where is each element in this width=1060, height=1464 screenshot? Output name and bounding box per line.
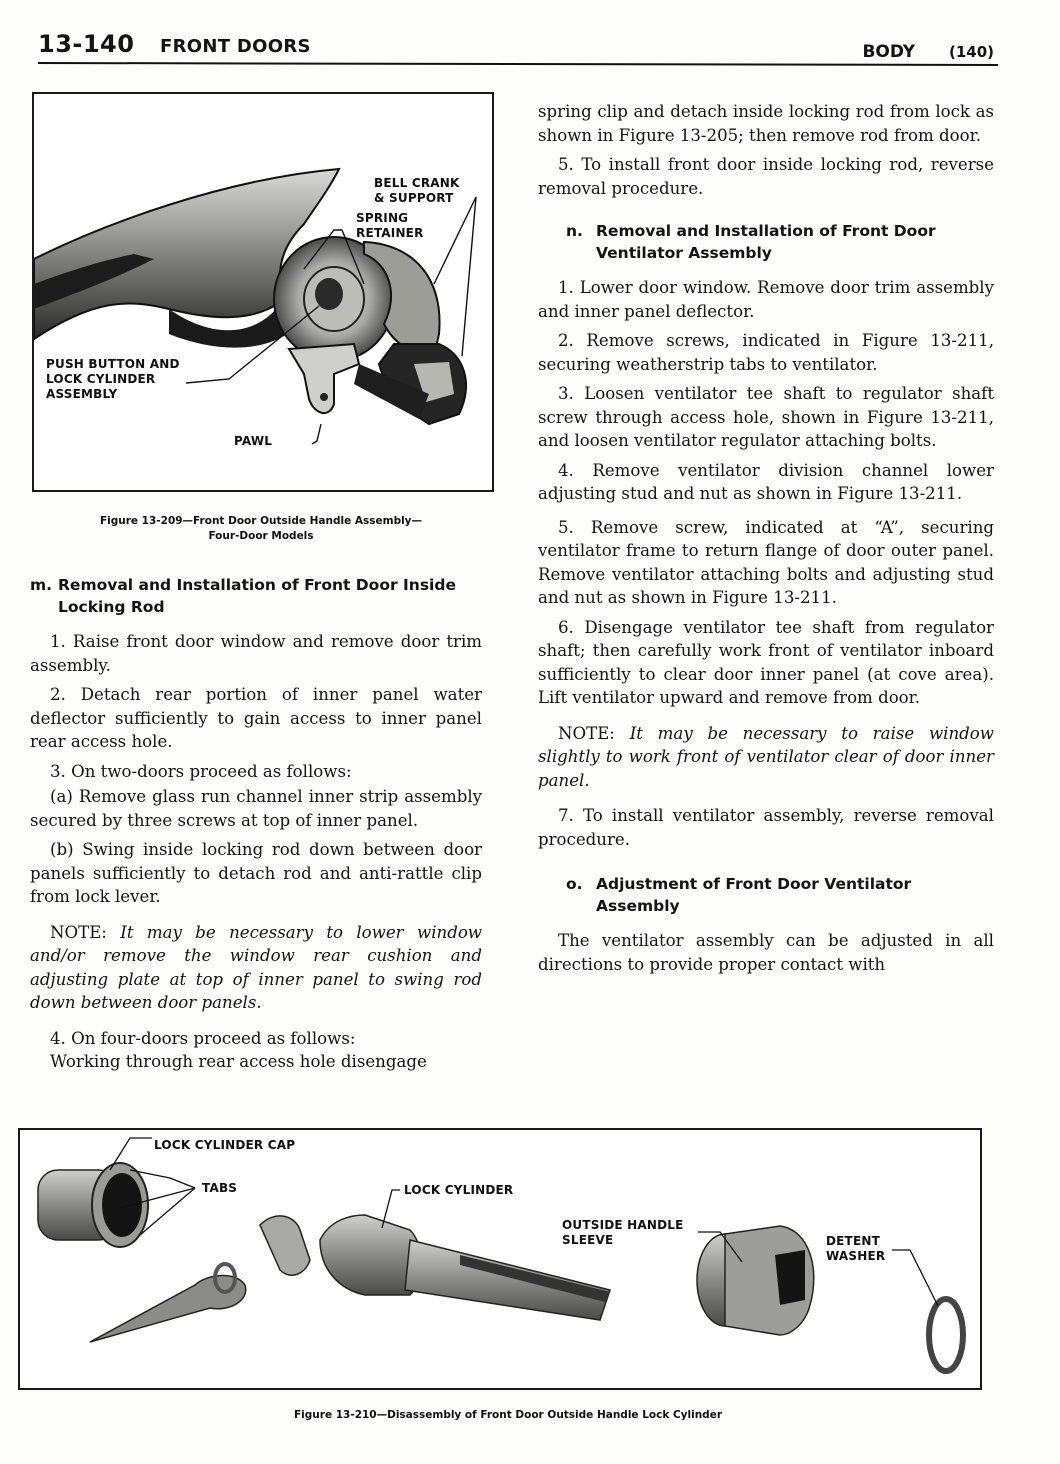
callout-tabs bbox=[202, 1181, 237, 1196]
page-header-left bbox=[38, 30, 311, 58]
callout-text: DETENT bbox=[826, 1234, 880, 1248]
callout-spring-retainer bbox=[356, 211, 424, 241]
callout-push-button bbox=[46, 357, 180, 402]
callout-outside-handle-sleeve bbox=[562, 1218, 684, 1248]
callout-text: & SUPPORT bbox=[374, 191, 454, 205]
callout-bell-crank bbox=[374, 176, 460, 206]
callout-pawl bbox=[234, 434, 272, 449]
callout-text: WASHER bbox=[826, 1249, 886, 1263]
step-paragraph: 5. Remove screw, indicated at “A”, securing ventilator frame to return flange of door outer panel. Remove ventilator attaching bolts and adjusting stud and nut as shown in Figure 13-211. bbox=[538, 517, 994, 607]
callout-text: TABS bbox=[202, 1181, 238, 1195]
step-paragraph: 4. Remove ventilator division channel lower adjusting stud and nut as shown in Figure 13-211. bbox=[538, 460, 994, 503]
section-letter: m. bbox=[30, 576, 53, 594]
callout-lock-cylinder-cap bbox=[154, 1138, 295, 1153]
note-label: NOTE: bbox=[50, 922, 107, 942]
callout-text: LOCK CYLINDER bbox=[404, 1183, 514, 1197]
note-paragraph bbox=[30, 921, 482, 1015]
step-paragraph: (b) Swing inside locking rod down between door panels sufficiently to detach rod and anti-rattle clip from lock lever. bbox=[30, 840, 482, 906]
step-paragraph: (a) Remove glass run channel inner strip assembly secured by three screws at top of inner panel. bbox=[30, 787, 482, 830]
right-column bbox=[538, 100, 994, 982]
left-column bbox=[30, 562, 482, 1080]
section-title: FRONT DOORS bbox=[160, 36, 311, 57]
outside-handle-illustration bbox=[34, 94, 492, 490]
callout-text: PUSH BUTTON AND bbox=[46, 357, 180, 371]
step-paragraph: 3. Loosen ventilator tee shaft to regulator shaft screw through access hole, shown in Figure 13-211, and loosen ventilator regulator attaching bolts. bbox=[538, 384, 994, 450]
figure-13-209 bbox=[32, 92, 494, 492]
callout-text: OUTSIDE HANDLE bbox=[562, 1218, 684, 1232]
section-o-heading bbox=[538, 873, 994, 917]
caption-line: Four-Door Models bbox=[208, 530, 314, 542]
caption-line: Figure 13-209—Front Door Outside Handle Assembly— bbox=[99, 515, 423, 527]
page-number: 13-140 bbox=[38, 30, 135, 58]
header-rule bbox=[38, 62, 998, 66]
callout-text: PAWL bbox=[234, 434, 273, 448]
callout-text: LOCK CYLINDER bbox=[46, 372, 156, 386]
section-m-heading bbox=[30, 574, 482, 618]
figure-13-210-caption bbox=[18, 1408, 998, 1423]
note-paragraph bbox=[538, 722, 994, 793]
step-paragraph: 7. To install ventilator assembly, reverse removal procedure. bbox=[538, 806, 994, 849]
step-paragraph: 2. Remove screws, indicated in Figure 13-211, securing weatherstrip tabs to ventilator. bbox=[538, 331, 994, 374]
callout-text: LOCK CYLINDER CAP bbox=[154, 1138, 296, 1152]
figure-13-210 bbox=[18, 1128, 982, 1390]
callout-lock-cylinder bbox=[404, 1183, 513, 1198]
section-letter: n. bbox=[566, 222, 583, 240]
section-title-text: Removal and Installation of Front Door Inside Locking Rod bbox=[58, 576, 456, 616]
step-paragraph: 5. To install front door inside locking rod, reverse removal procedure. bbox=[538, 155, 994, 198]
note-text: It may be necessary to raise window slightly to work front of ventilator clear of door inner panel. bbox=[538, 723, 994, 790]
caption-line: Figure 13-210—Disassembly of Front Door Outside Handle Lock Cylinder bbox=[294, 1409, 722, 1421]
section-letter: o. bbox=[566, 875, 583, 893]
figure-13-209-caption bbox=[32, 514, 490, 544]
step-paragraph: Working through rear access hole disengage bbox=[50, 1052, 427, 1071]
step-paragraph: 1. Raise front door window and remove door trim assembly. bbox=[30, 632, 482, 675]
continued-paragraph: spring clip and detach inside locking rod from lock as shown in Figure 13-205; then remove rod from door. bbox=[538, 102, 994, 145]
section-title-text: Removal and Installation of Front Door Ventilator Assembly bbox=[596, 222, 936, 262]
note-label: NOTE: bbox=[558, 723, 615, 743]
callout-text: ASSEMBLY bbox=[46, 387, 118, 401]
step-paragraph: 2. Detach rear portion of inner panel water deflector sufficiently to gain access to inner panel rear access hole. bbox=[30, 685, 482, 751]
section-n-heading bbox=[538, 220, 994, 264]
note-text: It may be necessary to lower window and/or remove the window rear cushion and adjusting plate at top of inner panel to swing rod down between door panels. bbox=[30, 922, 483, 1012]
callout-detent-washer bbox=[826, 1234, 885, 1264]
callout-text: SPRING bbox=[356, 211, 409, 225]
body-paragraph: The ventilator assembly can be adjusted in all directions to provide proper contact with bbox=[538, 931, 994, 974]
step-paragraph: 4. On four-doors proceed as follows: bbox=[50, 1028, 356, 1048]
callout-text: RETAINER bbox=[356, 226, 424, 240]
step-paragraph: 6. Disengage ventilator tee shaft from regulator shaft; then carefully work front of ventilator inboard sufficiently to clear door inner panel (at cove area). Lift ventilator upward and remove from door. bbox=[538, 617, 994, 707]
step-paragraph: 1. Lower door window. Remove door trim assembly and inner panel deflector. bbox=[538, 278, 994, 321]
page-header-right bbox=[862, 42, 994, 62]
page-ref: (140) bbox=[948, 43, 994, 61]
callout-text: BELL CRANK bbox=[374, 176, 460, 190]
callout-text: SLEEVE bbox=[562, 1233, 614, 1247]
chapter-title: BODY bbox=[862, 42, 916, 62]
step-paragraph: 3. On two-doors proceed as follows: bbox=[50, 761, 352, 781]
section-title-text: Adjustment of Front Door Ventilator Assembly bbox=[596, 875, 912, 915]
